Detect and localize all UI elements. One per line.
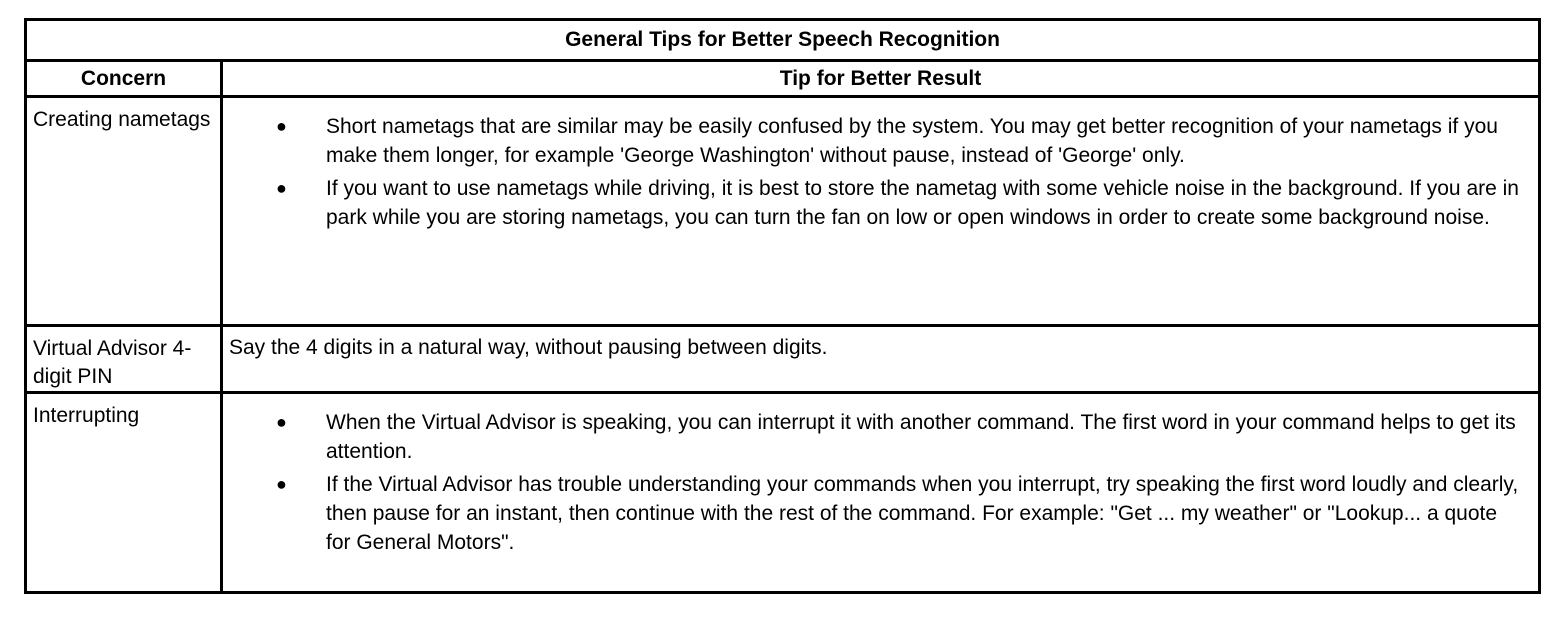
bullet-icon: ● xyxy=(276,412,287,432)
tip-list-item xyxy=(223,470,1526,557)
tip-list xyxy=(223,98,1538,232)
header-tip: Tip for Better Result xyxy=(222,61,1540,97)
tip-text: Say the 4 digits in a natural way, without pausing between digits. xyxy=(229,336,828,359)
tip-text: Short nametags that are similar may be easily confused by the system. You may get better recognition of your nametags if you make them longer, for example 'George Washington' without pause, instead of 'George' only. xyxy=(326,115,1498,167)
bullet-icon: ● xyxy=(276,178,287,198)
tip-text: When the Virtual Advisor is speaking, you can interrupt it with another command. The first word in your command helps to get its attention. xyxy=(326,411,1516,463)
table-row xyxy=(26,326,1540,393)
tip-text: If you want to use nametags while driving, it is best to store the nametag with some vehicle noise in the background. If you are in park while you are storing nametags, you can turn the fan on low or open windows in order to create some background noise. xyxy=(326,177,1519,229)
tip-text: If the Virtual Advisor has trouble understanding your commands when you interrupt, try speaking the first word loudly and clearly, then pause for an instant, then continue with the rest of the command. For example: "Get ... my weather" or "Lookup... a quote for General Motors". xyxy=(326,473,1519,554)
tip-cell xyxy=(222,97,1540,326)
tip-list-item xyxy=(223,408,1526,466)
concern-cell: Creating nametags xyxy=(26,97,222,326)
concern-cell: Interrupting xyxy=(26,393,222,593)
table-row xyxy=(26,97,1540,326)
tip-cell xyxy=(222,326,1540,393)
table-row xyxy=(26,393,1540,593)
title-row xyxy=(26,20,1540,61)
tip-cell xyxy=(222,393,1540,593)
bullet-icon: ● xyxy=(276,116,287,136)
speech-tips-table xyxy=(24,18,1541,594)
tip-list-item xyxy=(223,174,1526,232)
header-row xyxy=(26,61,1540,97)
header-concern: Concern xyxy=(26,61,222,97)
tip-list xyxy=(223,394,1538,557)
bullet-icon: ● xyxy=(276,474,287,494)
tip-list-item xyxy=(223,112,1526,170)
concern-cell: Virtual Advisor 4-digit PIN xyxy=(26,326,222,393)
table-title: General Tips for Better Speech Recognition xyxy=(26,20,1540,61)
